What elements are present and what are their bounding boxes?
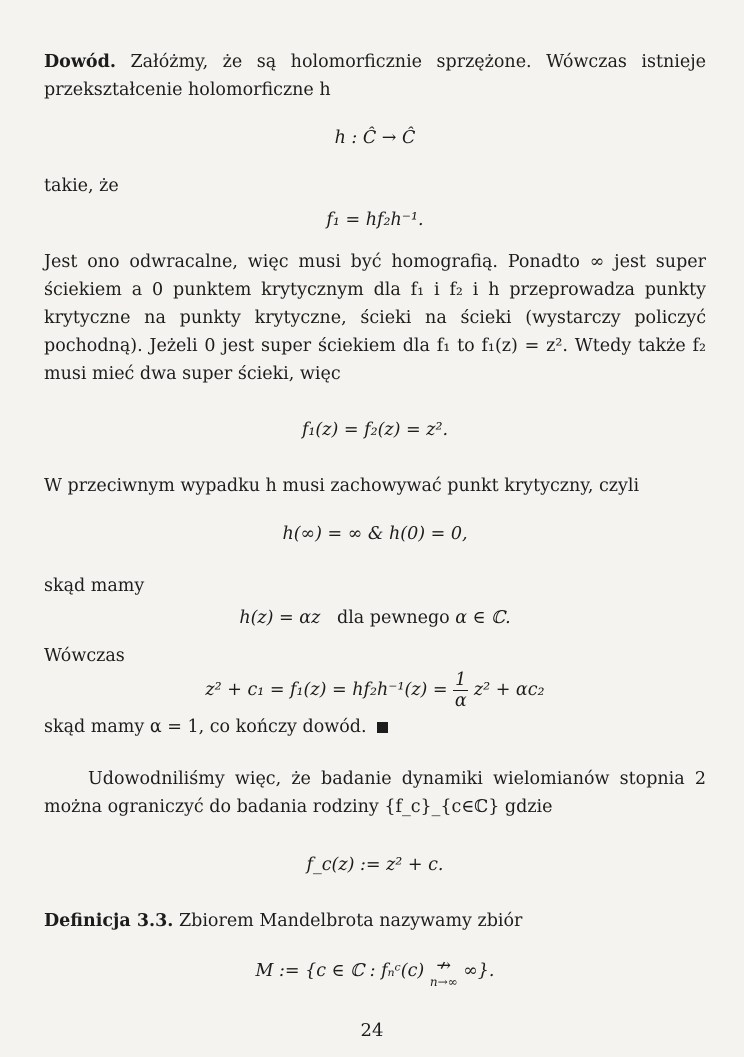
- equation-linear-left: h(z) = αz: [239, 608, 321, 628]
- proof-paragraph: [44, 48, 706, 104]
- text-takie-ze: takie, że: [44, 176, 119, 196]
- equation-linear: [44, 604, 706, 632]
- equation-compare: [44, 670, 706, 711]
- paragraph-reduction: Udowodniliśmy więc, że badanie dynamiki wielomianów stopnia 2 można ograniczyć do badania rodziny {f_c}_{c∈ℂ} gdzie: [44, 769, 706, 817]
- equation-fixed-points: h(∞) = ∞ & h(0) = 0,: [282, 524, 468, 544]
- not-to-arrow-icon: ↛: [436, 956, 452, 976]
- equation-compare-left: z² + c₁ = f₁(z) = hf₂h⁻¹(z) =: [205, 680, 448, 700]
- conclusion-line: [44, 713, 706, 741]
- paragraph-homography: Jest ono odwracalne, więc musi być homografią. Ponadto ∞ jest super ściekiem a 0 punktem krytycznym dla f₁ i f₂ i h przeprowadza punkty krytyczne na punkty krytyczne, ścieki na ścieki (wystarczy policzyć pochodną). Jeżeli 0 jest super ściekiem dla f₁ to f₁(z) = z². Wtedy także f₂ musi mieć dwa super ścieki, więc: [44, 252, 706, 384]
- equation-linear-middle: dla pewnego: [337, 608, 450, 628]
- fraction-denominator: α: [454, 691, 467, 711]
- equation-mandelbrot-left: M := {c ∈ ℂ : fₙᶜ(c): [255, 961, 425, 981]
- page-content: [44, 48, 706, 989]
- fraction-one-over-alpha: [453, 670, 468, 711]
- qed-square-icon: [377, 722, 388, 733]
- equation-compare-right: z² + αc₂: [473, 680, 545, 700]
- equation-mandelbrot-right: ∞}.: [463, 961, 495, 981]
- paragraph-otherwise: W przeciwnym wypadku h musi zachowywać punkt krytyczny, czyli: [44, 476, 640, 496]
- equation-equal: f₁(z) = f₂(z) = z².: [301, 420, 449, 440]
- proof-intro: Załóżmy, że są holomorficznie sprzężone. Wówczas istnieje przekształcenie holomorficzne h: [44, 52, 706, 100]
- limit-subscript: n→∞: [429, 975, 458, 989]
- page-number: 24: [360, 1020, 384, 1041]
- equation-family: f_c(z) := z² + c.: [306, 855, 444, 875]
- definition-text: Zbiorem Mandelbrota nazywamy zbiór: [178, 911, 523, 931]
- equation-h-map: h : Ĉ → Ĉ: [334, 128, 416, 148]
- equation-mandelbrot: [44, 957, 706, 989]
- fraction-numerator: 1: [455, 670, 467, 690]
- conclusion-text: skąd mamy α = 1, co kończy dowód.: [44, 717, 367, 737]
- proof-label: Dowód.: [44, 52, 116, 72]
- text-skad-mamy: skąd mamy: [44, 576, 145, 596]
- equation-linear-right: α ∈ ℂ.: [455, 608, 511, 628]
- limit-arrow: [430, 957, 458, 989]
- equation-conjugacy: f₁ = hf₂h⁻¹.: [326, 210, 424, 230]
- definition-label: Definicja 3.3.: [44, 911, 174, 931]
- text-wowczas: Wówczas: [44, 646, 125, 666]
- definition-paragraph: [44, 907, 706, 935]
